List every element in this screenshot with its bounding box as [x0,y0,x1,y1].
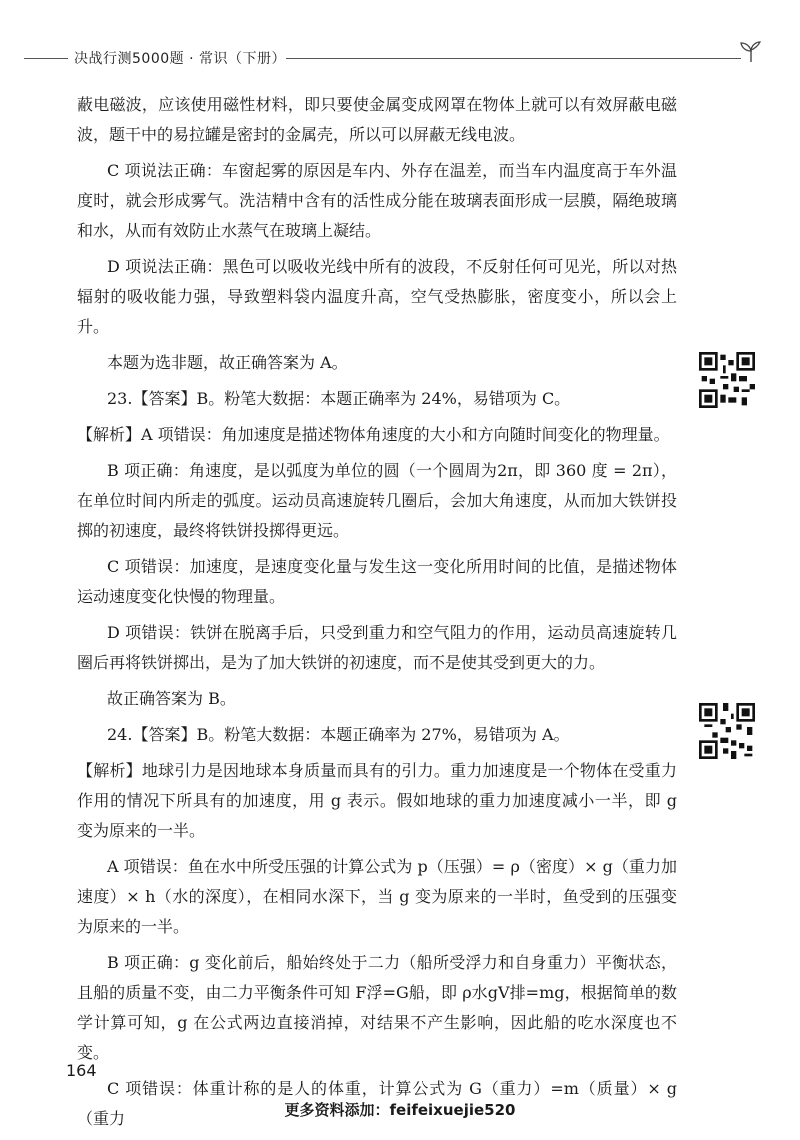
running-title: 决战行测5000题 · 常识（下册） [74,51,286,67]
answer-explanations [77,90,677,1140]
analysis-23-d: D 项错误：铁饼在脱离手后，只受到重力和空气阻力的作用，运动员高速旋转几圈后再将铁饼掷出，是为了加大铁饼的初速度，而不是使其受到更大的力。 [77,623,677,672]
leaf-icon [738,40,764,64]
page-header [0,0,800,80]
analysis-24-b: B 项正确：g 变化前后，船始终处于二力（船所受浮力和自身重力）平衡状态，且船的质量不变，由二力平衡条件可知 F浮=G船，即 ρ水gV排=mg，根据简单的数学计算可知，g 在公式两边直接消掉，对结果不产生影响，因此船的吃水深度也不变。 [77,953,677,1062]
header-rule-right [286,58,741,59]
header-rule-left [24,58,68,59]
analysis-24-a: A 项错误：鱼在水中所受压强的计算公式为 p（压强）= ρ（密度）× g（重力加速度）× h（水的深度），在相同水深下，当 g 变为原来的一半时，鱼受到的压强变为原来的一半。 [77,857,677,936]
analysis-23-a: 【解析】A 项错误：角加速度是描述物体角速度的大小和方向随时间变化的物理量。 [77,425,670,444]
analysis-24-c: C 项错误：体重计称的是人的体重，计算公式为 G（重力）=m（质量）× g（重力 [77,1079,677,1128]
answer-24: 24.【答案】B。粉笔大数据：本题正确率为 27%，易错项为 A。 [107,725,570,744]
paragraph-cont: 蔽电磁波，应该使用磁性材料，即只要使金属变成网罩在物体上就可以有效屏蔽电磁波，题干中的易拉罐是密封的金属壳，所以可以屏蔽无线电波。 [77,95,677,144]
qr-code-icon[interactable] [699,352,755,408]
paragraph-option-d: D 项说法正确：黑色可以吸收光线中所有的波段，不反射任何可见光，所以对热辐射的吸收能力强，导致塑料袋内温度升高，空气受热膨胀，密度变小，所以会上升。 [77,257,677,336]
analysis-24-intro: 【解析】地球引力是因地球本身质量而具有的引力。重力加速度是一个物体在受重力作用的情况下所具有的加速度，用 g 表示。假如地球的重力加速度减小一半，即 g 变为原来的一半。 [77,761,677,840]
conclusion-23: 故正确答案为 B。 [107,689,236,708]
qr-code-icon[interactable] [699,703,755,759]
analysis-23-c: C 项错误：加速度，是速度变化量与发生这一变化所用时间的比值，是描述物体运动速度变化快慢的物理量。 [77,557,677,606]
footer-note: 更多资料添加：feifeixuejie520 [284,1101,516,1119]
paragraph-option-c: C 项说法正确：车窗起雾的原因是车内、外存在温差，而当车内温度高于车外温度时，就会形成雾气。洗洁精中含有的活性成分能在玻璃表面形成一层膜，隔绝玻璃和水，从而有效防止水蒸气在玻璃上凝结。 [77,161,677,240]
paragraph-conclusion: 本题为选非题，故正确答案为 A。 [107,353,348,372]
page-number: 164 [66,1061,97,1080]
analysis-23-b: B 项正确：角速度，是以弧度为单位的圆（一个圆周为2π，即 360 度 = 2π），在单位时间内所走的弧度。运动员高速旋转几圈后，会加大角速度，从而加大铁饼投掷的初速度，最终将铁饼投掷得更远。 [77,461,677,540]
answer-23: 23.【答案】B。粉笔大数据：本题正确率为 24%，易错项为 C。 [107,389,571,408]
